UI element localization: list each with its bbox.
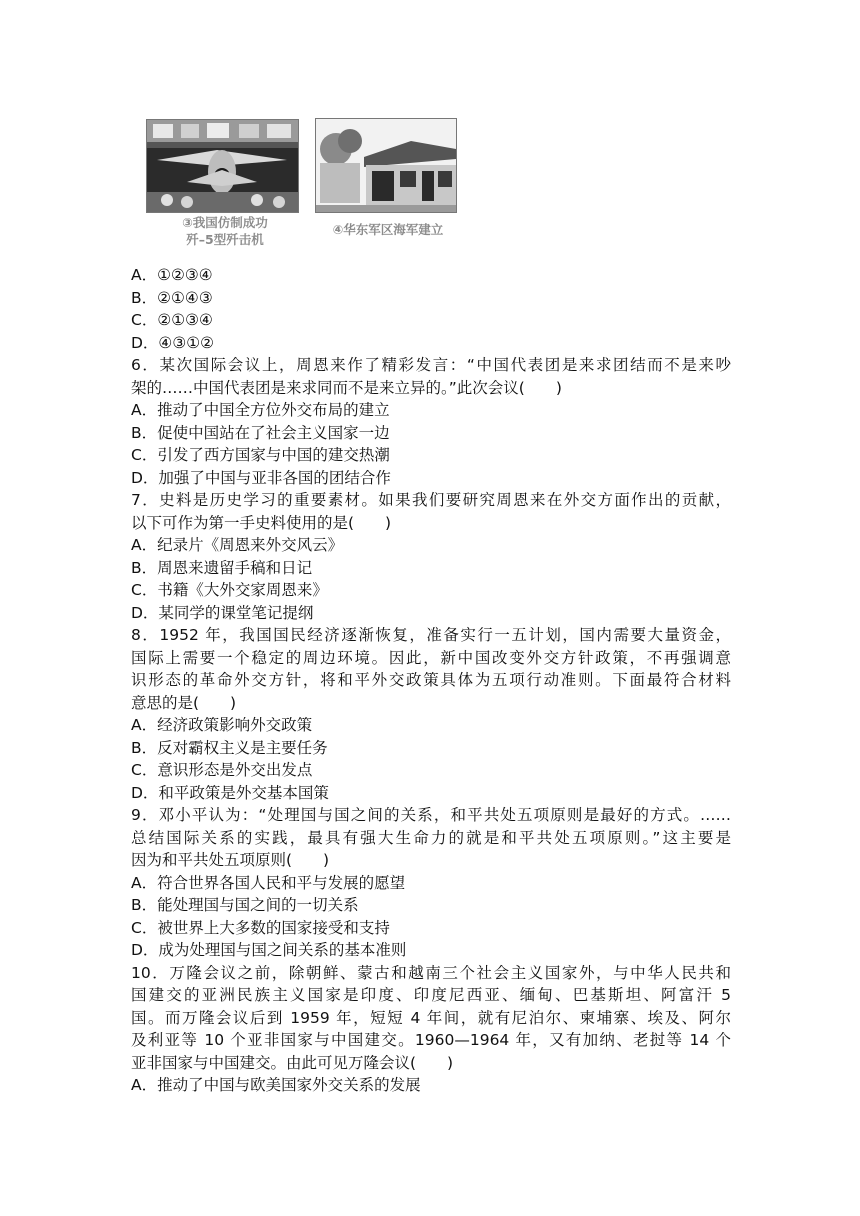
- question-stem-line: 亚非国家与中国建交。由此可见万隆会议( ): [131, 1053, 454, 1072]
- question-stem-line: 国际上需要一个稳定的周边环境。因此，新中国改变外交方针政策，不再强调意: [131, 648, 731, 667]
- question-6: [131, 354, 731, 489]
- option-a: A．经济政策影响外交政策: [131, 716, 313, 734]
- option-c: C．②①③④: [131, 311, 213, 329]
- question-stem-line: 以下可作为第一手史料使用的是( ): [131, 513, 392, 532]
- option-d: D．加强了中国与亚非各国的团结合作: [131, 468, 391, 487]
- option-d: D．成为处理国与国之间关系的基本准则: [131, 941, 407, 959]
- option-d: D．和平政策是外交基本国策: [131, 783, 329, 802]
- question-9: [131, 804, 731, 962]
- option-c: C．意识形态是外交出发点: [131, 761, 313, 779]
- figure-3-caption: [160, 214, 290, 248]
- question-stem-line: 国。而万隆会议后到 1959 年，短短 4 年间，就有尼泊尔、柬埔寨、埃及、阿尔: [131, 1008, 731, 1027]
- option-c: C．书籍《大外交家周恩来》: [131, 581, 328, 599]
- question-stem-line: 意思的是( ): [131, 693, 237, 712]
- option-b: B．反对霸权主义是主要任务: [131, 738, 328, 757]
- option-d: D．某同学的课堂笔记提纲: [131, 603, 314, 622]
- figure-3-caption-line2: 歼–5型歼击机: [186, 232, 264, 247]
- question-8: [131, 624, 731, 804]
- option-b: B．促使中国站在了社会主义国家一边: [131, 423, 390, 442]
- option-b: B．②①④③: [131, 288, 213, 307]
- question-stem-line: 及利亚等 10 个亚非国家与中国建交。1960—1964 年，又有加纳、老挝等 14 个: [131, 1031, 731, 1049]
- question-stem-line: 总结国际关系的实践，最具有强大生命力的就是和平共处五项原则。”这主要是: [131, 828, 731, 847]
- question-stem-line: 7．史料是历史学习的重要素材。如果我们要研究周恩来在外交方面作出的贡献，: [131, 491, 731, 509]
- question-stem-line: 识形态的革命外交方针，将和平外交政策具体为五项行动准则。下面最符合材料: [131, 671, 731, 689]
- option-a: A．推动了中国全方位外交布局的建立: [131, 401, 390, 419]
- question-stem-line: 10．万隆会议之前，除朝鲜、蒙古和越南三个社会主义国家外，与中华人民共和: [131, 963, 731, 982]
- option-c: C．被世界上大多数的国家接受和支持: [131, 918, 390, 937]
- jet-fighter-photo: [146, 119, 299, 213]
- option-c: C．引发了西方国家与中国的建交热潮: [131, 446, 390, 464]
- option-a: A．①②③④: [131, 266, 213, 284]
- question-5-options: [131, 264, 731, 354]
- navy-building-photo: [315, 118, 457, 213]
- jet-fighter-image: [147, 120, 298, 212]
- option-a: A．推动了中国与欧美国家外交关系的发展: [131, 1076, 421, 1094]
- question-stem-line: 架的……中国代表团是来求同而不是来立异的。”此次会议( ): [131, 378, 562, 397]
- question-text: [131, 264, 731, 1097]
- figure-4-caption: [318, 221, 458, 238]
- option-a: A．符合世界各国人民和平与发展的愿望: [131, 873, 406, 892]
- question-10: [131, 962, 731, 1097]
- option-d: D．④③①②: [131, 333, 215, 352]
- question-stem-line: 国建交的亚洲民族主义国家是印度、印度尼西亚、缅甸、巴基斯坦、阿富汗 5: [131, 986, 731, 1004]
- option-b: B．周恩来遗留手稿和日记: [131, 558, 313, 577]
- question-stem-line: 因为和平共处五项原则( ): [131, 851, 330, 869]
- option-b: B．能处理国与国之间的一切关系: [131, 896, 359, 914]
- option-a: A．纪录片《周恩来外交风云》: [131, 536, 344, 554]
- figure-3-caption-line1: ③我国仿制成功: [182, 215, 268, 230]
- question-stem-line: 8．1952 年，我国国民经济逐渐恢复，准备实行一五计划，国内需要大量资金，: [131, 626, 731, 644]
- question-7: [131, 489, 731, 624]
- navy-building-image: [316, 119, 456, 212]
- question-stem-line: 9．邓小平认为：“处理国与国之间的关系，和平共处五项原则是最好的方式。……: [131, 806, 731, 824]
- question-stem-line: 6．某次国际会议上，周恩来作了精彩发言：“中国代表团是来求团结而不是来吵: [131, 356, 731, 374]
- figure-4-caption-line1: ④华东军区海军建立: [332, 222, 444, 237]
